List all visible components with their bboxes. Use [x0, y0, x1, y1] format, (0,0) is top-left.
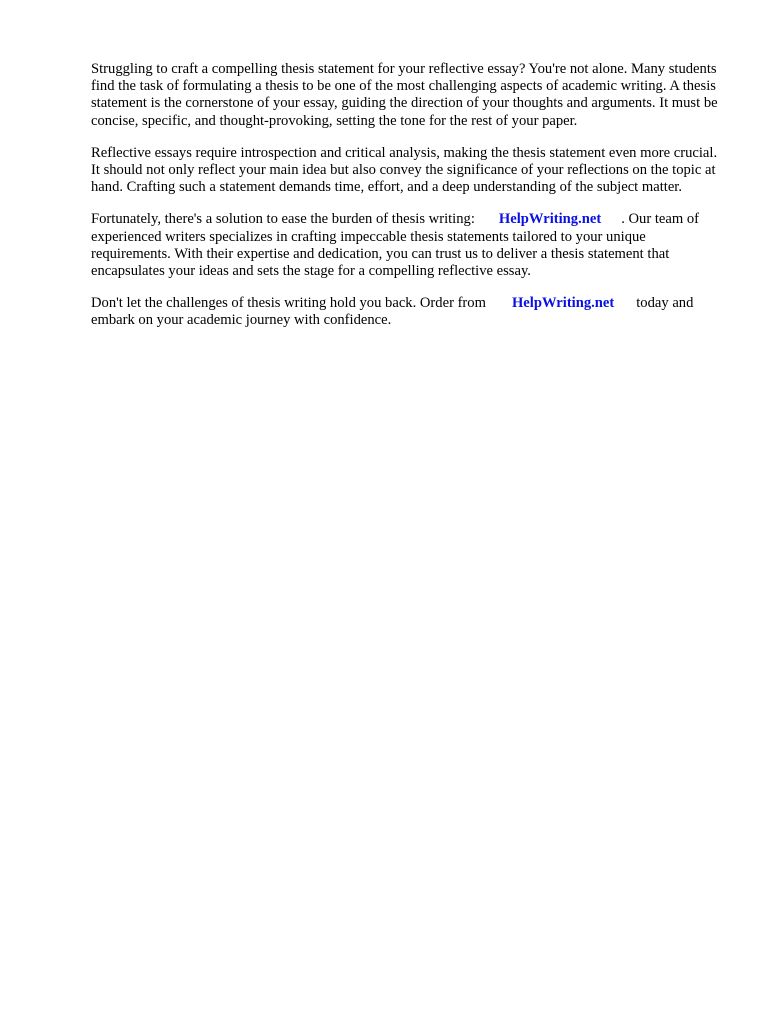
paragraph-solution-text-end: . Our team of experienced writers specializes in crafting impeccable thesis statements tailored to your unique requirements. With their expertise and dedication, you can trust us to deliver a thesis statement that encapsulates your ideas and sets the stage for a compelling reflective essay.: [91, 211, 699, 280]
paragraph-solution: [91, 211, 721, 280]
paragraph-reflective-essays: Reflective essays require introspection and critical analysis, making the thesis statement even more crucial. It should not only reflect your main idea but also convey the significance of your reflections on the topic at hand. Crafting such a statement demands time, effort, and a deep understanding of the subject matter.: [91, 144, 718, 196]
document-page: [91, 61, 721, 345]
paragraph-solution-text-start: Fortunately, there's a solution to ease the burden of thesis writing:: [91, 211, 475, 228]
paragraph-cta-text-end: today and embark on your academic journey with confidence.: [91, 295, 694, 329]
paragraph-intro: Struggling to craft a compelling thesis statement for your reflective essay? You're not alone. Many students find the task of formulating a thesis to be one of the most challenging aspects of academic writing. A thesis statement is the cornerstone of your essay, guiding the direction of your thoughts and arguments. It must be concise, specific, and thought-provoking, setting the tone for the rest of your paper.: [91, 61, 718, 129]
helpwriting-link-order[interactable]: HelpWriting.net: [511, 295, 615, 312]
helpwriting-link[interactable]: HelpWriting.net: [498, 211, 602, 228]
paragraph-cta-text-start: Don't let the challenges of thesis writing hold you back. Order from: [91, 295, 486, 312]
paragraph-call-to-action: [91, 295, 721, 329]
